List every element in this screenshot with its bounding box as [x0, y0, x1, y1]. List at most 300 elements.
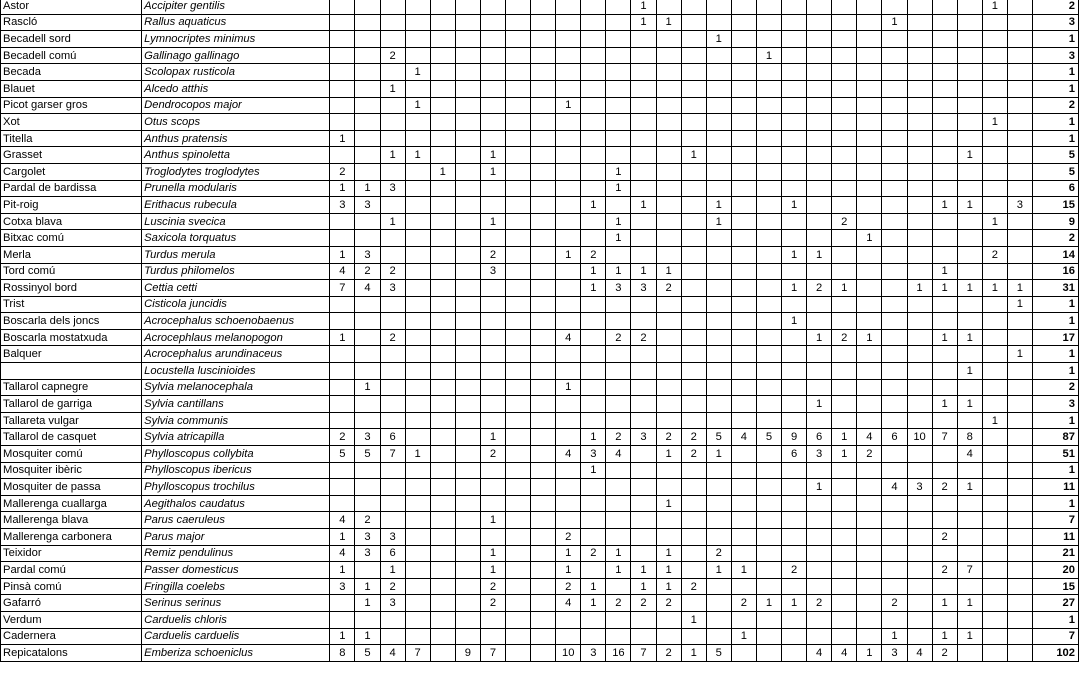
count-cell: 7 — [631, 645, 656, 662]
count-cell — [531, 329, 556, 346]
count-cell — [882, 64, 907, 81]
count-cell — [405, 412, 430, 429]
count-cell — [756, 611, 781, 628]
count-cell — [506, 230, 531, 247]
count-cell — [706, 130, 731, 147]
count-cell — [430, 14, 455, 31]
count-cell: 1 — [857, 645, 882, 662]
table-row — [1, 578, 1079, 595]
count-cell — [731, 379, 756, 396]
count-cell — [982, 562, 1007, 579]
count-cell — [556, 114, 581, 131]
common-name-cell: Xot — [1, 114, 142, 131]
table-row — [1, 346, 1079, 363]
count-cell — [832, 628, 857, 645]
count-cell: 3 — [355, 197, 380, 214]
count-cell: 1 — [982, 213, 1007, 230]
count-cell — [531, 80, 556, 97]
count-cell — [355, 0, 380, 14]
count-cell — [807, 412, 832, 429]
count-cell — [782, 213, 807, 230]
count-cell: 1 — [480, 163, 505, 180]
count-cell — [882, 163, 907, 180]
total-cell: 1 — [1032, 31, 1078, 48]
count-cell — [832, 114, 857, 131]
count-cell — [506, 562, 531, 579]
count-cell — [832, 512, 857, 529]
count-cell: 1 — [957, 396, 982, 413]
count-cell: 1 — [606, 562, 631, 579]
count-cell: 1 — [480, 213, 505, 230]
count-cell — [455, 14, 480, 31]
common-name-cell: Trist — [1, 296, 142, 313]
count-cell — [405, 329, 430, 346]
count-cell — [882, 147, 907, 164]
count-cell — [907, 80, 932, 97]
count-cell — [581, 346, 606, 363]
count-cell — [430, 595, 455, 612]
count-cell — [756, 628, 781, 645]
count-cell: 1 — [932, 595, 957, 612]
total-cell: 2 — [1032, 230, 1078, 247]
count-cell — [581, 363, 606, 380]
count-cell — [907, 545, 932, 562]
total-cell: 51 — [1032, 446, 1078, 463]
count-cell: 3 — [882, 645, 907, 662]
count-cell — [706, 495, 731, 512]
count-cell — [506, 512, 531, 529]
total-cell: 1 — [1032, 346, 1078, 363]
count-cell: 9 — [455, 645, 480, 662]
count-cell — [405, 230, 430, 247]
count-cell — [430, 396, 455, 413]
count-cell — [606, 578, 631, 595]
count-cell — [506, 495, 531, 512]
count-cell: 1 — [656, 562, 681, 579]
count-cell — [506, 462, 531, 479]
common-name-cell: Cargolet — [1, 163, 142, 180]
count-cell — [1007, 396, 1032, 413]
scientific-name-cell: Sylvia cantillans — [142, 396, 330, 413]
count-cell — [380, 97, 405, 114]
common-name-cell: Becada — [1, 64, 142, 81]
count-cell — [556, 495, 581, 512]
count-cell — [330, 363, 355, 380]
count-cell — [982, 529, 1007, 546]
count-cell: 2 — [932, 479, 957, 496]
count-cell: 1 — [631, 263, 656, 280]
count-cell — [480, 363, 505, 380]
count-cell: 1 — [756, 47, 781, 64]
count-cell — [430, 462, 455, 479]
count-cell — [857, 479, 882, 496]
count-cell — [430, 313, 455, 330]
count-cell — [857, 64, 882, 81]
count-cell — [606, 147, 631, 164]
table-row — [1, 263, 1079, 280]
count-cell — [430, 0, 455, 14]
scientific-name-cell: Serinus serinus — [142, 595, 330, 612]
count-cell — [731, 263, 756, 280]
count-cell — [982, 595, 1007, 612]
count-cell — [506, 412, 531, 429]
common-name-cell: Titella — [1, 130, 142, 147]
count-cell — [455, 47, 480, 64]
count-cell — [405, 595, 430, 612]
count-cell — [380, 628, 405, 645]
count-cell: 2 — [380, 578, 405, 595]
count-cell — [506, 47, 531, 64]
count-cell — [982, 47, 1007, 64]
count-cell — [706, 163, 731, 180]
count-cell: 1 — [355, 578, 380, 595]
count-cell — [857, 313, 882, 330]
count-cell — [355, 163, 380, 180]
count-cell — [982, 346, 1007, 363]
total-cell: 1 — [1032, 363, 1078, 380]
count-cell: 1 — [1007, 280, 1032, 297]
count-cell — [731, 130, 756, 147]
count-cell — [581, 80, 606, 97]
count-cell: 1 — [932, 396, 957, 413]
count-cell — [380, 512, 405, 529]
count-cell — [731, 0, 756, 14]
count-cell: 3 — [380, 280, 405, 297]
count-cell — [380, 230, 405, 247]
count-cell — [857, 578, 882, 595]
count-cell: 4 — [606, 446, 631, 463]
count-cell — [907, 346, 932, 363]
count-cell — [706, 14, 731, 31]
count-cell — [932, 462, 957, 479]
count-cell — [731, 645, 756, 662]
count-cell — [882, 462, 907, 479]
table-row — [1, 628, 1079, 645]
count-cell — [907, 562, 932, 579]
count-cell — [1007, 80, 1032, 97]
count-cell: 3 — [907, 479, 932, 496]
count-cell — [455, 412, 480, 429]
count-cell — [506, 545, 531, 562]
count-cell — [957, 545, 982, 562]
count-cell: 7 — [932, 429, 957, 446]
count-cell — [556, 479, 581, 496]
count-cell — [807, 346, 832, 363]
count-cell — [581, 230, 606, 247]
count-cell — [782, 611, 807, 628]
count-cell — [706, 479, 731, 496]
count-cell — [581, 64, 606, 81]
count-cell — [455, 80, 480, 97]
count-cell — [882, 363, 907, 380]
count-cell — [330, 495, 355, 512]
count-cell — [480, 479, 505, 496]
count-cell — [957, 163, 982, 180]
count-cell — [405, 31, 430, 48]
count-cell — [656, 163, 681, 180]
count-cell — [957, 97, 982, 114]
count-cell — [882, 545, 907, 562]
count-cell — [430, 578, 455, 595]
total-cell: 6 — [1032, 180, 1078, 197]
count-cell — [355, 31, 380, 48]
count-cell — [706, 329, 731, 346]
count-cell — [857, 147, 882, 164]
count-cell — [807, 545, 832, 562]
count-cell — [506, 180, 531, 197]
count-cell: 1 — [606, 163, 631, 180]
count-cell — [531, 595, 556, 612]
count-cell — [882, 562, 907, 579]
count-cell: 1 — [1007, 346, 1032, 363]
count-cell — [756, 0, 781, 14]
count-cell — [782, 628, 807, 645]
count-cell — [782, 0, 807, 14]
total-cell: 27 — [1032, 595, 1078, 612]
scientific-name-cell: Otus scops — [142, 114, 330, 131]
count-cell — [355, 147, 380, 164]
count-cell: 4 — [556, 446, 581, 463]
count-cell — [531, 213, 556, 230]
count-cell: 1 — [330, 562, 355, 579]
count-cell — [430, 197, 455, 214]
count-cell — [531, 462, 556, 479]
count-cell: 2 — [480, 578, 505, 595]
count-cell: 1 — [631, 0, 656, 14]
count-cell: 3 — [581, 446, 606, 463]
common-name-cell: Repicatalons — [1, 645, 142, 662]
count-cell — [932, 97, 957, 114]
count-cell — [380, 313, 405, 330]
count-cell — [807, 263, 832, 280]
count-cell — [405, 0, 430, 14]
count-cell — [932, 31, 957, 48]
count-cell — [330, 313, 355, 330]
count-cell — [982, 611, 1007, 628]
count-cell — [957, 529, 982, 546]
count-cell — [731, 611, 756, 628]
count-cell — [531, 163, 556, 180]
count-cell — [330, 412, 355, 429]
count-cell — [480, 313, 505, 330]
count-cell — [706, 0, 731, 14]
count-cell: 1 — [807, 246, 832, 263]
count-cell — [606, 31, 631, 48]
count-cell — [380, 363, 405, 380]
count-cell — [907, 14, 932, 31]
table-row — [1, 14, 1079, 31]
count-cell — [857, 595, 882, 612]
count-cell — [430, 296, 455, 313]
count-cell: 3 — [330, 578, 355, 595]
count-cell — [480, 197, 505, 214]
count-cell — [455, 0, 480, 14]
count-cell — [782, 230, 807, 247]
count-cell — [832, 296, 857, 313]
count-cell — [706, 230, 731, 247]
count-cell: 6 — [380, 429, 405, 446]
count-cell — [355, 611, 380, 628]
count-cell — [581, 412, 606, 429]
count-cell — [882, 313, 907, 330]
count-cell — [556, 412, 581, 429]
count-cell — [330, 462, 355, 479]
count-cell — [455, 479, 480, 496]
count-cell — [882, 213, 907, 230]
count-cell — [731, 246, 756, 263]
count-cell — [455, 114, 480, 131]
count-cell — [1007, 363, 1032, 380]
count-cell — [606, 47, 631, 64]
count-cell — [857, 263, 882, 280]
count-cell: 1 — [581, 197, 606, 214]
count-cell — [556, 130, 581, 147]
count-cell: 2 — [731, 595, 756, 612]
count-cell — [782, 130, 807, 147]
count-cell — [756, 578, 781, 595]
count-cell — [656, 611, 681, 628]
count-cell: 1 — [631, 197, 656, 214]
count-cell — [455, 396, 480, 413]
count-cell — [807, 180, 832, 197]
count-cell — [982, 197, 1007, 214]
count-cell — [882, 379, 907, 396]
count-cell: 1 — [706, 197, 731, 214]
count-cell: 1 — [556, 97, 581, 114]
count-cell: 2 — [355, 263, 380, 280]
count-cell: 1 — [782, 246, 807, 263]
count-cell — [1007, 429, 1032, 446]
count-cell — [957, 230, 982, 247]
count-cell: 6 — [807, 429, 832, 446]
count-cell — [430, 47, 455, 64]
total-cell: 102 — [1032, 645, 1078, 662]
count-cell — [982, 97, 1007, 114]
count-cell — [982, 645, 1007, 662]
count-cell — [756, 562, 781, 579]
count-cell — [756, 130, 781, 147]
count-cell — [706, 246, 731, 263]
count-cell — [531, 246, 556, 263]
count-cell — [480, 14, 505, 31]
total-cell: 2 — [1032, 0, 1078, 14]
count-cell: 1 — [706, 213, 731, 230]
total-cell: 1 — [1032, 412, 1078, 429]
count-cell — [681, 197, 706, 214]
count-cell — [756, 114, 781, 131]
common-name-cell: Becadell comú — [1, 47, 142, 64]
count-cell — [380, 296, 405, 313]
count-cell — [807, 0, 832, 14]
scientific-name-cell: Sylvia atricapilla — [142, 429, 330, 446]
total-cell: 1 — [1032, 296, 1078, 313]
count-cell — [355, 14, 380, 31]
count-cell — [531, 562, 556, 579]
count-cell: 1 — [606, 230, 631, 247]
count-cell — [957, 313, 982, 330]
total-cell: 31 — [1032, 280, 1078, 297]
count-cell — [581, 296, 606, 313]
count-cell — [531, 645, 556, 662]
count-cell: 1 — [706, 562, 731, 579]
count-cell — [531, 180, 556, 197]
count-cell — [430, 329, 455, 346]
common-name-cell: Verdum — [1, 611, 142, 628]
count-cell — [756, 147, 781, 164]
count-cell — [380, 31, 405, 48]
count-cell — [782, 14, 807, 31]
count-cell — [581, 379, 606, 396]
count-cell: 1 — [631, 14, 656, 31]
count-cell: 2 — [681, 446, 706, 463]
count-cell — [832, 147, 857, 164]
count-cell: 1 — [330, 130, 355, 147]
count-cell — [606, 396, 631, 413]
total-cell: 3 — [1032, 14, 1078, 31]
common-name-cell: Pit-roig — [1, 197, 142, 214]
count-cell: 10 — [907, 429, 932, 446]
count-cell: 2 — [556, 529, 581, 546]
count-cell — [405, 296, 430, 313]
count-cell — [706, 180, 731, 197]
count-cell — [807, 562, 832, 579]
count-cell — [731, 446, 756, 463]
count-cell: 1 — [581, 280, 606, 297]
count-cell — [1007, 147, 1032, 164]
count-cell — [756, 230, 781, 247]
count-cell — [556, 163, 581, 180]
count-cell — [631, 529, 656, 546]
count-cell — [832, 462, 857, 479]
count-cell — [706, 396, 731, 413]
count-cell — [731, 280, 756, 297]
table-row — [1, 163, 1079, 180]
count-cell: 1 — [1007, 296, 1032, 313]
count-cell — [706, 529, 731, 546]
count-cell — [706, 346, 731, 363]
count-cell — [355, 130, 380, 147]
count-cell: 7 — [957, 562, 982, 579]
count-cell — [982, 64, 1007, 81]
count-cell — [430, 562, 455, 579]
count-cell — [581, 31, 606, 48]
count-cell — [907, 64, 932, 81]
count-cell — [1007, 412, 1032, 429]
count-cell — [857, 512, 882, 529]
count-cell — [807, 296, 832, 313]
count-cell — [531, 479, 556, 496]
count-cell: 1 — [581, 263, 606, 280]
count-cell — [1007, 512, 1032, 529]
count-cell — [631, 163, 656, 180]
table-row — [1, 97, 1079, 114]
count-cell — [455, 379, 480, 396]
count-cell — [907, 595, 932, 612]
count-cell — [932, 80, 957, 97]
total-cell: 17 — [1032, 329, 1078, 346]
count-cell — [480, 80, 505, 97]
count-cell — [506, 97, 531, 114]
count-cell — [681, 64, 706, 81]
count-cell — [957, 578, 982, 595]
count-cell — [430, 529, 455, 546]
count-cell — [380, 0, 405, 14]
count-cell — [506, 595, 531, 612]
count-cell: 1 — [731, 562, 756, 579]
count-cell: 1 — [957, 628, 982, 645]
count-cell — [982, 495, 1007, 512]
count-cell — [556, 180, 581, 197]
